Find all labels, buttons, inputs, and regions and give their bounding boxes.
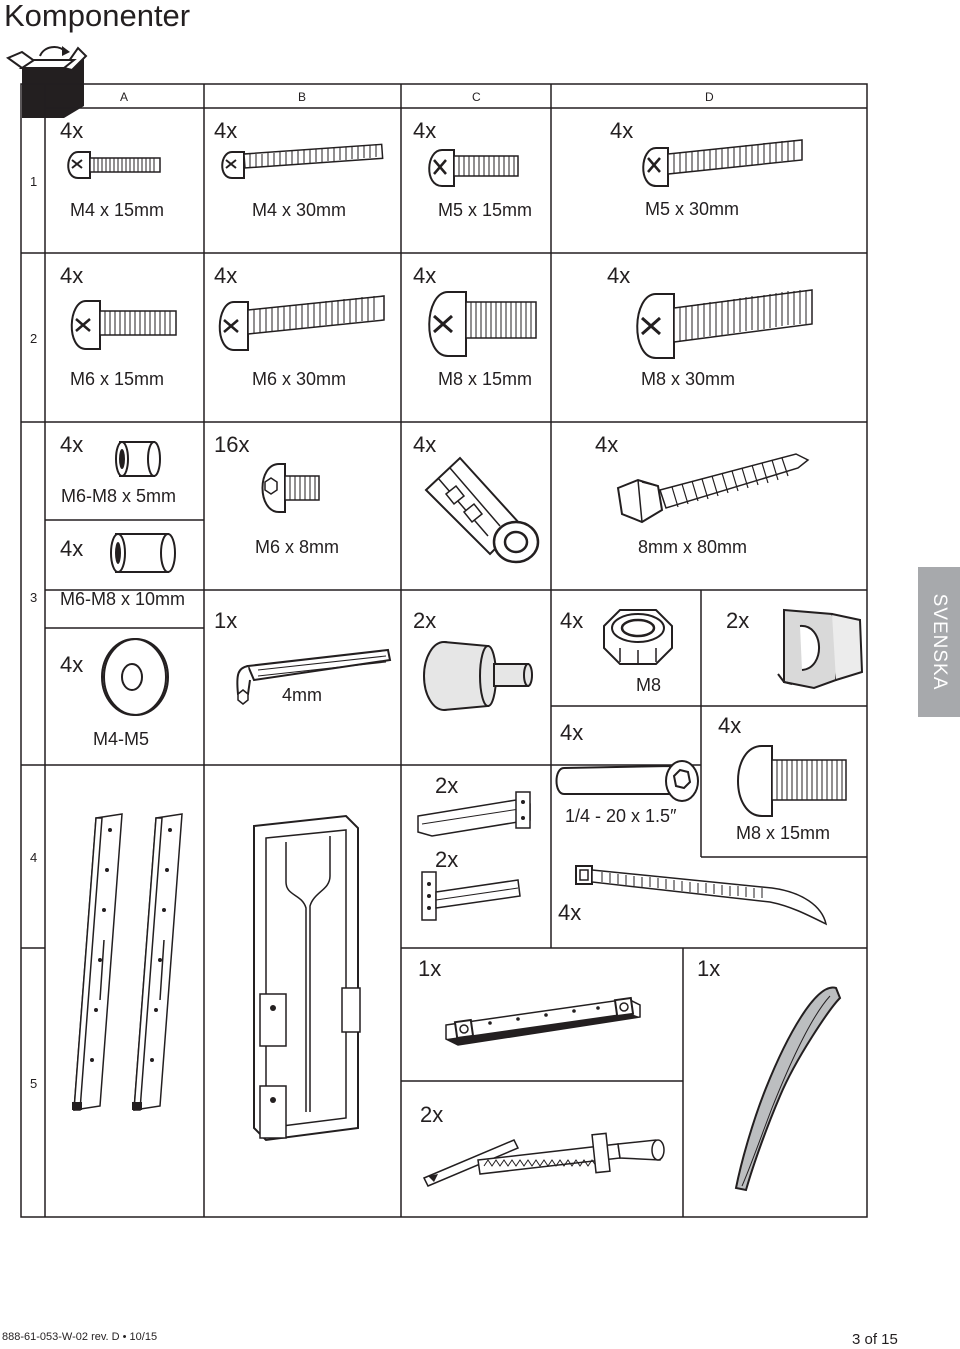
hex-nut-icon bbox=[600, 604, 678, 668]
screw-m6x15-icon bbox=[64, 295, 184, 355]
qty-2d: 4x bbox=[607, 263, 631, 288]
qty-2c: 4x bbox=[413, 263, 437, 288]
qty-spacer-long: 4x bbox=[60, 536, 84, 561]
cable-tie-icon bbox=[572, 858, 832, 928]
label-spacer-long: M6-M8 x 10mm bbox=[60, 589, 186, 609]
hex-socket-bolt-icon bbox=[255, 460, 325, 516]
spacer-short-icon bbox=[112, 436, 164, 480]
carriage-bolt-icon bbox=[728, 742, 854, 820]
lag-bolt-icon bbox=[612, 440, 822, 532]
qty-hex-bolt: 16x bbox=[214, 432, 250, 457]
bracket-b-icon bbox=[414, 868, 526, 924]
qty-1d: 4x bbox=[610, 118, 634, 143]
screw-m6x30-icon bbox=[210, 290, 390, 356]
qty-spacer-bolt: 4x bbox=[560, 720, 584, 745]
lock-bar-icon bbox=[418, 1126, 670, 1192]
label-1a: M4 x 15mm bbox=[70, 200, 165, 220]
qty-lag-bolt: 4x bbox=[595, 432, 619, 457]
label-1d: M5 x 30mm bbox=[645, 199, 740, 219]
column-header-b: B bbox=[298, 90, 307, 104]
label-bolt-m8: M8 x 15mm bbox=[736, 823, 831, 843]
knob-icon bbox=[418, 640, 536, 714]
qty-spacer-short: 4x bbox=[60, 432, 84, 457]
label-allen-key: 4mm bbox=[282, 685, 322, 705]
qty-2b: 4x bbox=[214, 263, 238, 288]
qty-anchor: 4x bbox=[413, 432, 437, 457]
label-2b: M6 x 30mm bbox=[252, 369, 347, 389]
qty-cable-tie: 4x bbox=[558, 900, 582, 925]
washer-icon bbox=[96, 634, 172, 720]
screw-m4x15-icon bbox=[60, 140, 170, 190]
screw-m4x30-icon bbox=[214, 140, 389, 190]
column-header-d: D bbox=[705, 90, 714, 104]
document-code: 888-61-053-W-02 rev. D • 10/15 bbox=[2, 1331, 158, 1343]
label-1b: M4 x 30mm bbox=[252, 200, 347, 220]
row-number-4: 4 bbox=[30, 850, 38, 865]
qty-1c: 4x bbox=[413, 118, 437, 143]
column-header-c: C bbox=[472, 90, 481, 104]
label-lag-bolt: 8mm x 80mm bbox=[638, 537, 748, 557]
qty-washer: 4x bbox=[60, 652, 84, 677]
label-2d: M8 x 30mm bbox=[641, 369, 736, 389]
language-tab bbox=[918, 567, 960, 717]
qty-1a: 4x bbox=[60, 118, 84, 143]
label-1c: M5 x 15mm bbox=[438, 200, 533, 220]
screw-m5x15-icon bbox=[420, 140, 530, 196]
qty-bracket-b: 2x bbox=[435, 847, 459, 872]
qty-2a: 4x bbox=[60, 263, 84, 288]
label-2c: M8 x 15mm bbox=[438, 369, 533, 389]
row-number-5: 5 bbox=[30, 1076, 38, 1091]
label-nut: M8 bbox=[636, 675, 662, 695]
screw-m8x15-icon bbox=[420, 288, 544, 360]
socket-bolt-icon bbox=[552, 756, 700, 806]
wall-anchor-icon bbox=[420, 450, 545, 572]
qty-strap: 1x bbox=[697, 956, 721, 981]
bracket-a-icon bbox=[412, 788, 534, 840]
label-washer: M4-M5 bbox=[93, 729, 150, 749]
qty-lock-bar: 2x bbox=[420, 1102, 444, 1127]
wall-plate-icon bbox=[246, 812, 366, 1148]
qty-1b: 4x bbox=[214, 118, 238, 143]
row-number-2: 2 bbox=[30, 331, 38, 346]
column-header-a: A bbox=[120, 90, 129, 104]
cable-clip-icon bbox=[770, 604, 866, 694]
row-number-3: 3 bbox=[30, 590, 38, 605]
page-title: Komponenter bbox=[4, 0, 191, 33]
label-hex-bolt: M6 x 8mm bbox=[255, 537, 340, 557]
label-2a: M6 x 15mm bbox=[70, 369, 165, 389]
screw-m8x30-icon bbox=[628, 284, 818, 362]
qty-knob: 2x bbox=[413, 608, 437, 633]
label-spacer-short: M6-M8 x 5mm bbox=[61, 486, 177, 506]
qty-bolt-m8: 4x bbox=[718, 713, 742, 738]
vertical-rails-icon bbox=[60, 810, 190, 1120]
language-tab-label: SVENSKA bbox=[929, 593, 950, 691]
screw-m5x30-icon bbox=[634, 132, 809, 192]
qty-allen-key: 1x bbox=[214, 608, 238, 633]
label-spacer-bolt: 1/4 - 20 x 1.5″ bbox=[565, 806, 677, 826]
qty-bracket-a: 2x bbox=[435, 773, 459, 798]
page-number: 3 of 15 bbox=[852, 1331, 898, 1348]
qty-rail: 1x bbox=[418, 956, 442, 981]
row-number-1: 1 bbox=[30, 174, 38, 189]
safety-strap-icon bbox=[726, 978, 856, 1198]
mounting-rail-icon bbox=[440, 995, 646, 1059]
spacer-long-icon bbox=[108, 528, 178, 578]
qty-clip: 2x bbox=[726, 608, 750, 633]
qty-nut: 4x bbox=[560, 608, 584, 633]
